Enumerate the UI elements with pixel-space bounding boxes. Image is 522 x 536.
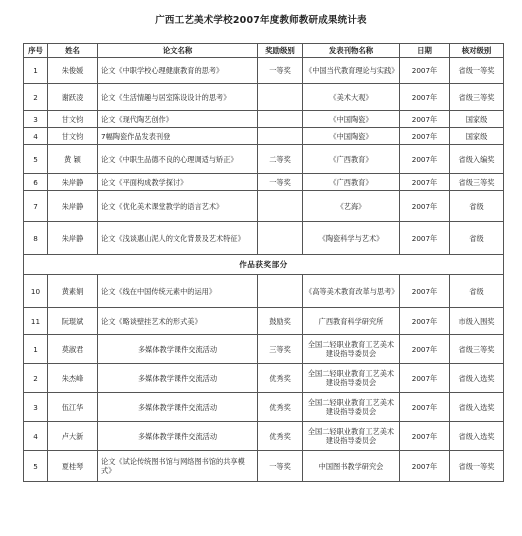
table-row [24,111,504,128]
cell-date: 2007年 [400,84,450,111]
cell-name: 朱岸静 [48,222,98,255]
cell-award [258,111,303,128]
cell-journal: 《中国当代教育理论与实践》 [303,58,400,84]
cell-award: 三等奖 [258,335,303,364]
cell-paper: 论文《线在中国传统元素中的运用》 [98,275,258,308]
statistics-table [23,43,504,482]
cell-level: 国家级 [450,128,504,145]
cell-paper: 多媒体教学课件交流活动 [98,422,258,451]
cell-no: 3 [24,393,48,422]
table-row [24,191,504,222]
cell-level: 省级三等奖 [450,174,504,191]
cell-journal: 《中国陶瓷》 [303,111,400,128]
cell-name: 卢大新 [48,422,98,451]
table-row [24,58,504,84]
cell-no: 7 [24,191,48,222]
cell-name: 朱岸静 [48,191,98,222]
cell-level: 省级三等奖 [450,84,504,111]
cell-no: 2 [24,364,48,393]
cell-no: 5 [24,451,48,482]
table-row [24,128,504,145]
cell-journal: 《中国陶瓷》 [303,128,400,145]
cell-no: 3 [24,111,48,128]
table-row [24,84,504,111]
cell-journal: 全国二轻职业教育工艺美术建设指导委员会 [303,393,400,422]
cell-level: 省级 [450,275,504,308]
cell-paper: 论文《浅谈惠山泥人的文化背景及艺术特征》 [98,222,258,255]
cell-level: 省级一等奖 [450,451,504,482]
cell-journal: 《广西教育》 [303,174,400,191]
cell-paper: 多媒体教学课件交流活动 [98,393,258,422]
cell-no: 8 [24,222,48,255]
cell-paper: 论文《试论传统图书馆与网络图书馆的共享模式》 [98,451,258,482]
table-row [24,222,504,255]
cell-level: 省级 [450,191,504,222]
header-level: 核对级别 [450,44,504,58]
header-paper: 论文名称 [98,44,258,58]
cell-journal: 全国二轻职业教育工艺美术建设指导委员会 [303,364,400,393]
cell-level: 市级入围奖 [450,308,504,335]
cell-date: 2007年 [400,364,450,393]
cell-level: 国家级 [450,111,504,128]
cell-level: 省级 [450,222,504,255]
cell-name: 黄素娟 [48,275,98,308]
header-journal: 发表刊物名称 [303,44,400,58]
cell-level: 省级三等奖 [450,335,504,364]
cell-level: 省级入选奖 [450,364,504,393]
cell-award: 优秀奖 [258,393,303,422]
cell-award [258,222,303,255]
cell-level: 省级一等奖 [450,58,504,84]
cell-journal: 中国图书教学研究会 [303,451,400,482]
table-row [24,451,504,482]
cell-paper: 多媒体教学课件交流活动 [98,335,258,364]
cell-level: 省级入编奖 [450,145,504,174]
cell-award: 二等奖 [258,145,303,174]
cell-date: 2007年 [400,393,450,422]
cell-journal: 广西教育科学研究所 [303,308,400,335]
cell-paper: 论文《中职生品德不良的心理调适与矫正》 [98,145,258,174]
cell-award [258,191,303,222]
cell-level: 省级入选奖 [450,393,504,422]
cell-paper: 论文《中职学校心理健康教育的思考》 [98,58,258,84]
cell-no: 10 [24,275,48,308]
cell-award: 一等奖 [258,174,303,191]
header-date: 日期 [400,44,450,58]
cell-award: 鼓励奖 [258,308,303,335]
table-row [24,393,504,422]
table-row [24,422,504,451]
cell-paper: 多媒体教学课件交流活动 [98,364,258,393]
cell-level: 省级入选奖 [450,422,504,451]
cell-name: 甘文钧 [48,128,98,145]
cell-date: 2007年 [400,275,450,308]
table-row [24,145,504,174]
cell-date: 2007年 [400,128,450,145]
cell-award [258,128,303,145]
cell-date: 2007年 [400,335,450,364]
cell-journal: 《高等美术教育改革与思考》 [303,275,400,308]
table-row [24,275,504,308]
cell-award: 优秀奖 [258,422,303,451]
cell-paper: 论文《平面构成教学探讨》 [98,174,258,191]
cell-name: 阮琨斌 [48,308,98,335]
cell-name: 甘文钧 [48,111,98,128]
table-row [24,364,504,393]
cell-journal: 《美术大观》 [303,84,400,111]
header-no: 序号 [24,44,48,58]
cell-name: 朱俊媛 [48,58,98,84]
cell-no: 5 [24,145,48,174]
cell-no: 6 [24,174,48,191]
cell-paper: 论文《生活情趣与居室陈设设计的思考》 [98,84,258,111]
header-name: 姓名 [48,44,98,58]
cell-name: 朱岸静 [48,174,98,191]
section-row [24,255,504,275]
cell-date: 2007年 [400,191,450,222]
cell-award [258,275,303,308]
cell-name: 朱杰峰 [48,364,98,393]
cell-date: 2007年 [400,308,450,335]
document-title: 广西工艺美术学校2007年度教师教研成果统计表 [155,15,367,26]
cell-no: 4 [24,128,48,145]
section-title: 作品获奖部分 [24,255,504,275]
cell-no: 2 [24,84,48,111]
cell-name: 伍江华 [48,393,98,422]
header-row [24,44,504,58]
cell-paper: 论文《优化美术课堂教学的语言艺术》 [98,191,258,222]
cell-journal: 全国二轻职业教育工艺美术建设指导委员会 [303,335,400,364]
table-row [24,308,504,335]
cell-name: 莫淑君 [48,335,98,364]
cell-journal: 全国二轻职业教育工艺美术建设指导委员会 [303,422,400,451]
cell-date: 2007年 [400,111,450,128]
cell-no: 4 [24,422,48,451]
cell-award: 优秀奖 [258,364,303,393]
cell-paper: 论文《略谈壁挂艺术的形式美》 [98,308,258,335]
cell-no: 1 [24,335,48,364]
cell-no: 11 [24,308,48,335]
cell-journal: 《广西教育》 [303,145,400,174]
cell-award [258,84,303,111]
cell-name: 夏桂琴 [48,451,98,482]
cell-award: 一等奖 [258,58,303,84]
cell-date: 2007年 [400,145,450,174]
cell-name: 谢跃凌 [48,84,98,111]
cell-paper: 7幅陶瓷作品发表刊登 [98,128,258,145]
cell-award: 一等奖 [258,451,303,482]
table-row [24,174,504,191]
table-row [24,335,504,364]
cell-date: 2007年 [400,58,450,84]
cell-paper: 论文《现代陶艺创作》 [98,111,258,128]
cell-name: 黄 颖 [48,145,98,174]
cell-no: 1 [24,58,48,84]
cell-journal: 《艺海》 [303,191,400,222]
cell-journal: 《陶瓷科学与艺术》 [303,222,400,255]
cell-date: 2007年 [400,451,450,482]
cell-date: 2007年 [400,222,450,255]
cell-date: 2007年 [400,174,450,191]
header-award: 奖励级别 [258,44,303,58]
cell-date: 2007年 [400,422,450,451]
